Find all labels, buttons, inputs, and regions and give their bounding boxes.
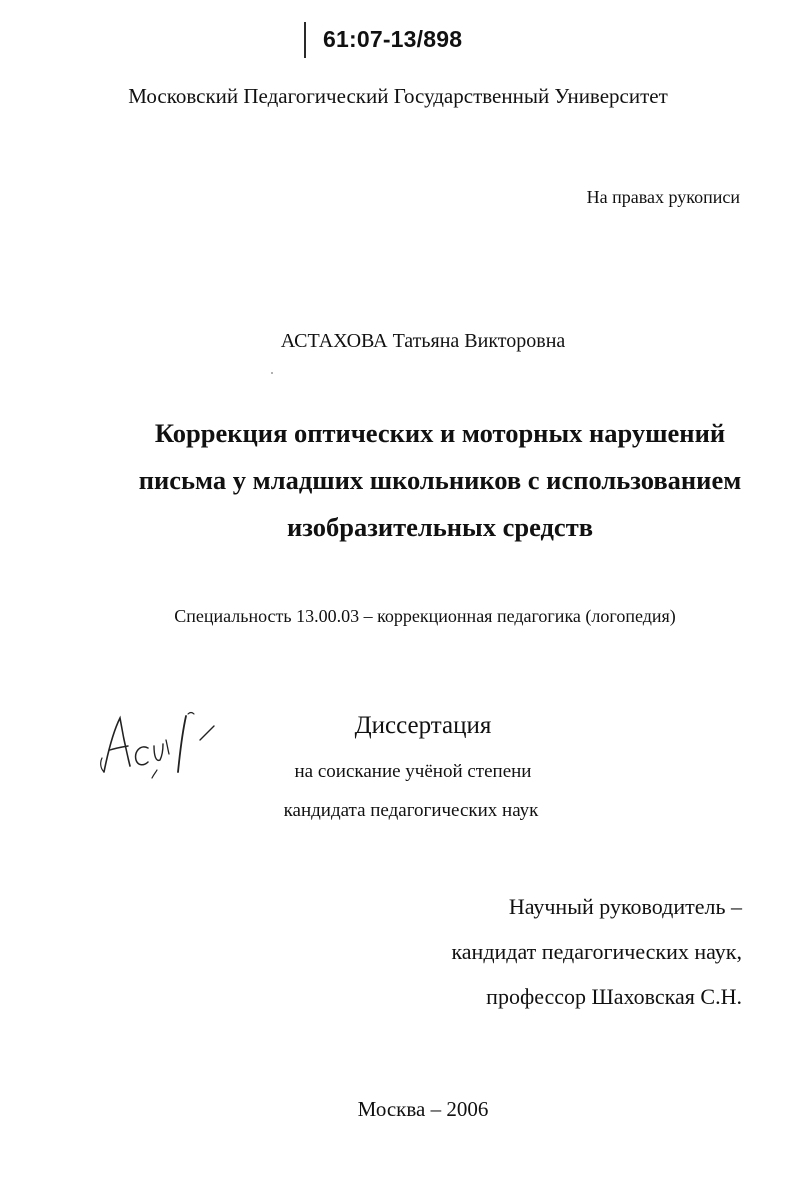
title-line-3: изобразительных средств [286,512,594,542]
supervisor-line-2: кандидат педагогических наук, [451,939,742,964]
supervisor-line-3: профессор Шаховская С.Н. [486,984,742,1009]
supervisor-block [451,884,742,1019]
dissertation-field-line: кандидата педагогических наук [283,800,539,821]
university-name: Московский Педагогический Государственный Университет [128,84,668,108]
stamp-divider [304,22,306,58]
specialty-line: Специальность 13.00.03 – коррекционная педагогика (логопедия) [174,606,676,626]
library-stamp-code: 61:07-13/898 [323,26,463,52]
city-year: Москва – 2006 [357,1097,489,1121]
title-line-2: письма у младших школьников с использованием [138,465,742,495]
dissertation-heading: Диссертация [354,712,492,739]
scan-speck [271,372,273,374]
supervisor-line-1: Научный руководитель – [508,894,742,919]
author-name: АСТАХОВА Татьяна Викторовна [280,330,566,352]
dissertation-title [0,410,796,551]
title-line-1: Коррекция оптических и моторных нарушений [154,418,726,448]
rights-note: На правах рукописи [586,187,740,207]
dissertation-degree-line: на соискание учёной степени [294,761,532,782]
